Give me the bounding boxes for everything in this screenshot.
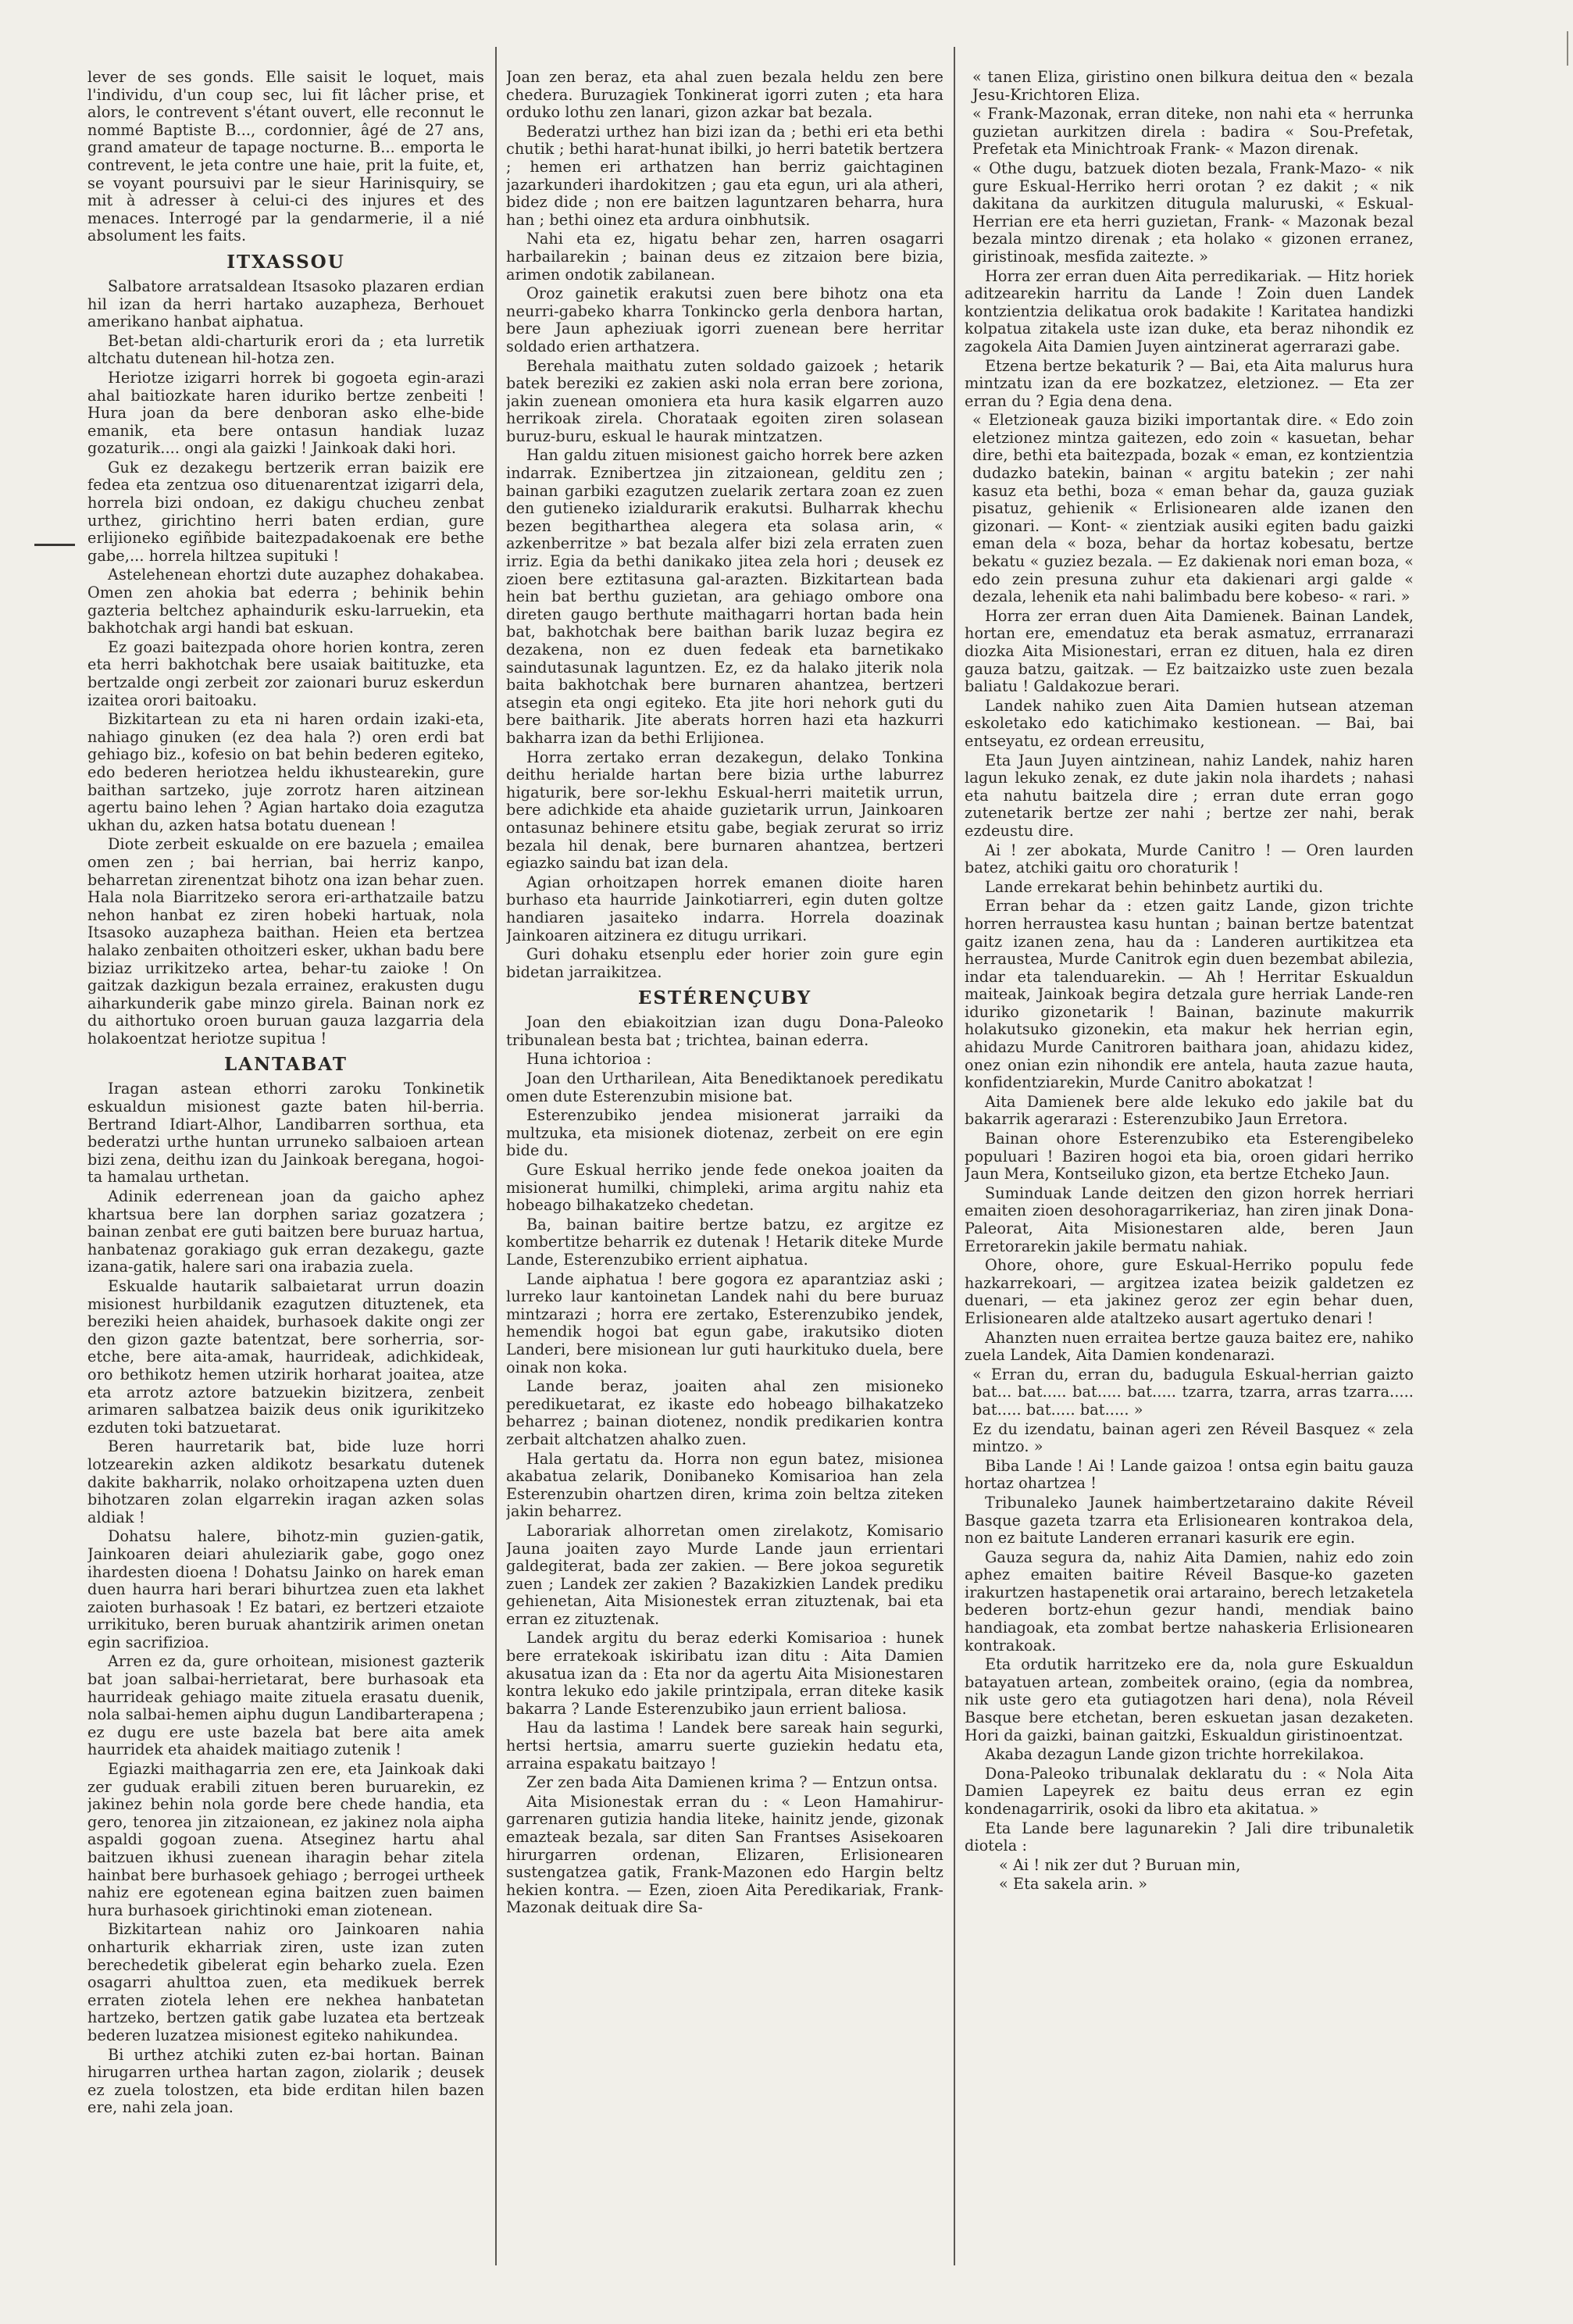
section-heading-itxassou: ITXASSOU bbox=[226, 251, 345, 273]
article-paragraph: Zer zen bada Aita Damienen krima ? — Entzun ontsa. bbox=[526, 1773, 938, 1792]
article-paragraph: Heriotze izigarri horrek bi gogoeta egin-arazi ahal baitiozkate haren iduriko bertze zenbeiti ! Hura joan da bere denboran asko elhe-bide emanik, eta bere ontasun handiak luzaz gozaturik.... ongi ala gaizki ! Jainkoak daki hori. bbox=[87, 368, 484, 458]
column-3 bbox=[965, 69, 1414, 2248]
article-paragraph: Eta Jaun Juyen aintzinean, nahiz Landek, nahiz haren lagun lekuko zenak, ez dute jakin nola ihardets ; nahasi eta nahutu baitzela dire ; erran dute erran gogo zutenetarik bertze zer nahi ; bertze zer nahi, berak ezdeustu dire. bbox=[965, 751, 1414, 840]
article-paragraph: Gure Eskual herriko jende fede onekoa joaiten da misionerat humilki, chimpleki, arima argitu nahiz eta hobeago bilhakatzeko chedetan. bbox=[506, 1161, 943, 1215]
quoted-paragraph: « Frank-Mazonak, erran diteke, non nahi eta « herrunka guzietan aurkitzen direla : badira « Sou-Prefetak, Prefetak eta Minichtroak Frank- « Mazon direnak. bbox=[972, 105, 1414, 159]
article-paragraph: Iragan astean ethorri zaroku Tonkinetik eskualdun misionest gazte baten hil-berria. Bertrand Idiart-Alhor, Landibarren sorthua, eta bederatzi urthe huntan urruneko salbaioen artean bizi zena, deithu izan du Jainkoak beregana, hogoi-ta hamalau urthetan. bbox=[87, 1080, 484, 1187]
article-paragraph: Esterenzubiko jendea misionerat jarraiki da multzuka, eta misionek diotenaz, zerbeit on ere egin bide du. bbox=[506, 1106, 943, 1160]
column-rule-1 bbox=[495, 47, 497, 2265]
article-paragraph: Beren haurretarik bat, bide luze horri lotzearekin azken aldikotz besarkatu dutenek dakite bakharrik, nolako orhoitzapena uzten duen bihotzaren zolan elgarrekin iragan azken solas aldiak ! bbox=[87, 1437, 484, 1526]
article-paragraph: Laborariak alhorretan omen zirelakotz, Komisario Jauna joaiten zayo Murde Lande jaun errientari galdegiterat, bada zer zakien. — Bere jokoa seguretik zuen ; Landek zer zakien ? Bazakizkien Landek prediku gehienetan, Aita Misionestek erran zituztenak, bai eta erran ez zituztenak. bbox=[506, 1521, 943, 1628]
page-edge-mark bbox=[1553, 31, 1568, 66]
article-paragraph: Han galdu zituen misionest gaicho horrek bere azken indarrak. Eznibertzea jin zitzaionean, gelditu zen ; bainan garbiki ezagutzen zuelarik zertara zoan ez zuen den gutieneko izialdurarik erakutsi. Bulharrak khechu bezen begitharthea alegera eta solasa arin, « azkenberritze » bat bezala alfer bizi zela erraten zuen irriz. Egia da bethi danikako jitea zela hori ; deusek ez zioen bere eztitasuna gal-arazten. Bizkitartean bada hein bat berthu guzietan, ara gehiago ombore ona direten gaugo berthute maithagarri hortan bada hein bat, bakhotchak bere baithan barik luzaz begira ez dezakena, non ez duen fedeak eta barnetikako saindutasunak laguntzen. Ez, ez da halako jiterik nola baita bakhotchak bere burnaren ahantzea, bertzeri atsegin eta ongi egiteko. Eta jite hori nehork guti du bere baitharik. Jite aberats horren hazi eta hazkurri bakharra izan da bethi Erlijionea. bbox=[506, 446, 943, 747]
article-paragraph: Landek nahiko zuen Aita Damien hutsean atzeman eskoletako edo katichimako kestionean. — Bai, bai entseyatu, ez ordean erreusitu, bbox=[965, 696, 1414, 750]
article-paragraph: Biba Lande ! Ai ! Lande gaizoa ! ontsa egin baitu gauza hortaz ohartzea ! bbox=[965, 1456, 1414, 1493]
article-paragraph: Hau da lastima ! Landek bere sareak hain segurki, hertsi hertsia, amarru suerte guziekin hedatu eta, arraina espakatu baitzayo ! bbox=[506, 1719, 943, 1772]
article-paragraph: Landek argitu du beraz ederki Komisarioa : hunek bere erratekoak iskiribatu izan ditu : Aita Damien akusatua izan da : Eta nor da agertu Aita Misionestaren kontra lekuko edo jakile printzipala, erran diteke kasik bakarra ? Lande Esterenzubiko jaun errient baliosa. bbox=[506, 1629, 943, 1718]
article-paragraph: Aita Misionestak erran du : « Leon Hamahirur-garrenaren gutizia handia liteke, hainitz jende, gizonak emazteak bezala, sar diten San Frantses Asisekoaren hirurgarren ordenan, Elizaren, Erlisionearen sustengatzea gatik, Frank-Mazonen edo Hargin beltz hekien kontra. — Ezen, zioen Aita Peredikariak, Frank-Mazonak deituak dire Sa- bbox=[506, 1792, 943, 1917]
article-paragraph: Bet-betan aldi-charturik erori da ; eta lurretik altchatu dutenean hil-hotza zen. bbox=[87, 331, 484, 368]
article-paragraph: Ba, bainan baitire bertze batzu, ez argitze ez kombertitze beharrik ez dutenak ! Hetarik diteke Murde Lande, Esterenzubiko errient aiphatua. bbox=[506, 1215, 943, 1269]
article-paragraph: Ahanzten nuen erraitea bertze gauza baitez ere, nahiko zuela Landek, Aita Damien kondenarazi. bbox=[965, 1328, 1414, 1365]
article-paragraph: Egiazki maithagarria zen ere, eta Jainkoak daki zer guduak erabili zituen beren buruarekin, ez jakinez behin nola gorde bere chede handia, eta gero, tenorea jin zitzaionean, ez jakinez nola aipha aspaldi gogoan zuena. Atseginez hartu ahal baitzuen ikhusi zuenean iharagin behar zitela hainbat bere burhasoek gehiago ; berrogei urtheek nahiz ere egotenean egina baitzen zuen baimen hura burhasoek girichtinoki eman ziotenean. bbox=[87, 1760, 484, 1919]
article-paragraph: Berehala maithatu zuten soldado gaizoek ; hetarik batek bereziki ez zakien aski nola erran bere zoriona, jakin zuenean omoniera eta hura kasik elgarren auzo herrikoak zirela. Chorataak egoiten ziren solasean buruz-buru, eskual le haurak mintzatzen. bbox=[506, 356, 943, 445]
article-paragraph: Lande beraz, joaiten ahal zen misioneko peredikuetarat, ez ikaste edo hobeago bilhakatzeko beharrez ; bainan diotenez, nondik predikarien kontra zerbait altchatzen ahalko zuen. bbox=[506, 1377, 943, 1448]
article-paragraph: Dona-Paleoko tribunalak deklaratu du : « Nola Aita Damien Lapeyrek ez baitu deus erran ez egin kondenagarririk, osoki da libro eta akitatua. » bbox=[965, 1764, 1414, 1818]
article-paragraph: Horra zer erran duen Aita perredikariak. — Hitz horiek aditzearekin harritu da Lande ! Zoin duen Landek kontzientzia delikatua orok badakite ! Karitatea handizki kolpatua zitakela uste izan duke, eta beraz nihondik ez zagokela Aita Damien Juyen aintzinerat agerrarazi gabe. bbox=[965, 266, 1414, 355]
article-paragraph: Erran behar da : etzen gaitz Lande, gizon trichte horren herraustea kasu huntan ; bainan bertze batentzat gaitz izanen zena, hau da : Landeren aurtikitzea eta herraustea, Murde Canitrok egin duen bezembat abilezia, indar eta talenduarekin. — Ah ! Herritar Eskualdun maiteak, Jainkoak begira detzala gure herriak Lande-ren iduriko gizonetarik ! Bainan, bazinute makurrik holakutsuko gizonekin, eta makur hek herrian egin, ahidazu Murde Canitroren baithara joan, ahidazu kidez, onez onian ezin nihondik ere antela, hauta zazue hauta, konfidentziarekin, Murde Canitro abokatzat ! bbox=[965, 897, 1414, 1092]
quoted-paragraph: Ez du izendatu, bainan ageri zen Réveil Basquez « zela mintzo. » bbox=[972, 1419, 1414, 1456]
article-paragraph: Eta ordutik harritzeko ere da, nola gure Eskualdun batayatuen artean, zombeitek oraino, (egia da nombrea, nik uste gero eta gutiagotzen hari dena), nola Réveil Basque bere etchetan, beren eskuetan jasan dezaketen. Hori da gaizki, bainan gaitzki, Eskualdun giristinoentzat. bbox=[965, 1655, 1414, 1744]
article-paragraph: Horra zer erran duen Aita Damienek. Bainan Landek, hortan ere, emendatuz eta berak asmatuz, errranarazi diozka Aita Misionestari, erran ez dituen, hala ez diren gauza batzu, gaitzak. — Ez baitzaizko uste zuen bezala baliatu ! Galdakozue berari. bbox=[965, 606, 1414, 696]
article-paragraph: Huna ichtorioa : bbox=[526, 1050, 651, 1069]
quoted-paragraph: « Othe dugu, batzuek dioten bezala, Frank-Mazo- « nik gure Eskual-Herriko herri orotan ? ez dakit ; « nik dakitana da aurkitzen ditugula maluruski, « Eskual-Herrian ere eta herri guzietan, Frank- « Mazonak bezal bezala mintzo direnak ; eta holako « gizonen erranez, giristinoak, mesfida zaitezte. » bbox=[972, 159, 1414, 266]
binding-hole-mark bbox=[34, 544, 75, 546]
article-paragraph: Agian orhoitzapen horrek emanen dioite haren burhaso eta haurride Jainkotiarreri, egin duten goltze handiaren jasaiteko indarra. Horrela doazinak Jainkoaren aitzinera ez ditugu urrikari. bbox=[506, 873, 943, 944]
article-paragraph: Bederatzi urthez han bizi izan da ; bethi eri eta bethi chutik ; bethi harat-hunat ibilki, jo herri batetik bertzera ; hemen eri arthatzen han berriz gaichtaginen jazarkunderi ihardokitzen ; gau eta egun, uri ala atheri, bidez dide ; non ere baitzen laguntzaren beharra, hura han ; bethi oinez eta ardura oinbhutsik. bbox=[506, 122, 943, 229]
article-paragraph: Bainan ohore Esterenzubiko eta Esterengibeleko populuari ! Baziren hogoi eta bia, oroen gidari herriko Jaun Mera, Kontseiluko gizon, eta bertze Etcheko Jaun. bbox=[965, 1130, 1414, 1183]
quoted-paragraph: « Eletzioneak gauza biziki importantak dire. « Edo zoin eletzionez mintza gaitezen, edo zoin « kasuetan, behar dire, bethi eta baitezpada, bozak « eman, ez kontzientzia dudazko batekin, bainan « argitu batekin ; zer nahi kasuz eta bethi, boza « eman behar da, gauza guziak pisatuz, gehienik « Erlisionearen alde izanen den gizonari. — Kont- « zientziak ausiki egiten badu gaizki eman dela « boza, behar da hortaz kobesatu, bertze bekatu « guziez bezala. — Ez dakienak nori eman boza, « edo zein presuna zuhur eta dakienari argi galde « dezala, lehenik eta nahi balimbadu bere kobeso- « rari. » bbox=[972, 411, 1414, 606]
article-paragraph: Diote zerbeit eskualde on ere bazuela ; emailea omen zen ; bai herrian, bai herriz kanpo, beharretan zirenentzat bihotz ona izan behar zuen. Hala nola Biarritzeko serora eri-arthatzaile batzu nehon hanbat ez ziren hobeki hartuak, nola Itsasoko auzapheza baithan. Heien eta bertzea halako zenbaiten othoitzeri esker, ukhan badu bere biziaz urrikitzeko artea, behar-tu zaioke ! On gaitzak dazkigun bezala errainez, erakusten dugu aiharkunderik gabe minzo girela. Bainan nork ez du aithortuko oroen buruan gauza lazgarria dela holakoentzat heriotze supitua ! bbox=[87, 835, 484, 1048]
article-paragraph: Bizkitartean zu eta ni haren ordain izaki-eta, nahiago ginuken (ez dea hala ?) oren erdi bat gehiago biz., kofesio on bat behin bederen egiteko, edo bederen heriotzea heldu ikhustearekin, gure baithan sartzeko, juje zorrotz haren aitzinean agertu baino lehen ? Agian hartako doia ezagutza ukhan du, azken hatsa botatu duenean ! bbox=[87, 710, 484, 834]
verse-line: « Ai ! nik zer dut ? Buruan min, bbox=[999, 1855, 1241, 1874]
article-paragraph: Gauza segura da, nahiz Aita Damien, nahiz edo zoin aphez emaiten baitire Réveil Basque-ko gazeten irakurtzen hastapenetik orai artaraino, berech letzaketela bederen bortz-ehun gezur handi, mendiak baino handiagoak, eta zombat bertze nahaskeria Erlisionearen kontrakoak. bbox=[965, 1548, 1414, 1655]
article-paragraph: Joan zen beraz, eta ahal zuen bezala heldu zen bere chedera. Buruzagiek Tonkinerat igorri zuten ; eta hara orduko lothu zen lanari, gizon azkar bat bezala. bbox=[506, 69, 943, 122]
article-paragraph: Joan den Urtharilean, Aita Benediktanoek peredikatu omen dute Esterenzubin misione bat. bbox=[506, 1069, 943, 1105]
article-paragraph: Etzena bertze bekaturik ? — Bai, eta Aita malurus hura mintzatu izan da ere bozkatzez, eletzionez. — Eta zer erran du ? Egia dena dena. bbox=[965, 356, 1414, 410]
quoted-paragraph: « tanen Eliza, giristino onen bilkura deitua den « bezala Jesu-Krichtoren Eliza. bbox=[972, 69, 1414, 104]
article-paragraph: Ai ! zer abokata, Murde Canitro ! — Oren laurden batez, atchiki gaitu oro choraturik ! bbox=[965, 841, 1414, 877]
article-paragraph: Tribunaleko Jaunek haimbertzetaraino dakite Réveil Basque gazeta tzarra eta Erlisionearen kontrakoa dela, non ez baitute Landeren erranari kasurik ere egin. bbox=[965, 1493, 1414, 1548]
article-paragraph: Horra zertako erran dezakegun, delako Tonkina deithu herialde hartan bere bizia urthe laburrez higaturik, bere sor-lekhu Eskual-herri maitetik urrun, bere adichkide eta ahaide guzietarik urrun, Jainkoaren ontasunaz behinere etsitu gabe, begiak zerurat so irriz bezala hil denak, bere burnaren ahantzea, bertzeri egiazko saindu bat izan dela. bbox=[506, 748, 943, 873]
column-rule-2 bbox=[954, 47, 955, 2265]
article-paragraph: Guri dohaku etsenplu eder horier zoin gure egin bidetan jarraikitzea. bbox=[506, 945, 943, 981]
article-paragraph: Hala gertatu da. Horra non egun batez, misionea akabatua zelarik, Donibaneko Komisarioa han zela Esterenzubin ohartzen diren, krima zoin beltza ziteken jakin beharrez. bbox=[506, 1449, 943, 1521]
article-paragraph: Suminduak Lande deitzen den gizon horrek herriari emaiten zioen desohoragarrikeriaz, han ziren jinak Dona-Paleorat, Aita Misionestaren alde, beren Jaun Erretorarekin jakile bermatu nahiak. bbox=[965, 1183, 1414, 1255]
article-paragraph: Arren ez da, gure orhoitean, misionest gazterik bat joan salbai-herrietarat, bere burhasoak eta haurrideak gehiago maite zituela erasatu duenik, nola salbai-hemen aiphu dugun Landibarterapena ; ez dugu ere uste bazela bat bere aita amek haurridek eta ahaidek maitiago zutenik ! bbox=[87, 1652, 484, 1759]
quoted-paragraph: « Erran du, erran du, badugula Eskual-herrian gaizto bat... bat..... bat..... bat..... tzarra, tzarra, arras tzarra..... bat..... bat..... bat..... » bbox=[972, 1365, 1414, 1419]
article-paragraph: Lande aiphatua ! bere gogora ez aparantziaz aski ; lurreko laur kantoinetan Landek nahi du bere buruaz mintzarazi ; horra ere zertako, Esterenzubiko jendek, hemendik hogoi bat egun gabe, irakutsiko dioten Landeri, bere misionean lur guti haurkituko duela, bere oinak non koka. bbox=[506, 1269, 943, 1376]
article-paragraph: Oroz gainetik erakutsi zuen bere bihotz ona eta neurri-gabeko kharra Tonkincko gerla denbora hartan, bere Jaun apheziuak igorri zuenean bere herritar soldado erien arthatzera. bbox=[506, 284, 943, 355]
section-heading-lantabat: LANTABAT bbox=[224, 1054, 348, 1076]
article-paragraph: Nahi eta ez, higatu behar zen, harren osagarri harbailarekin ; bainan deus ez zitzaion bere bizia, arimen ondotik zabilanean. bbox=[506, 230, 943, 284]
article-paragraph: Dohatsu halere, bihotz-min guzien-gatik, Jainkoaren deiari ahuleziarik gabe, gogo onez ihardesten dioena ! Dohatsu Jainko on harek eman duen haurra hari berari bihurtzea zuen eta lakhet zaioten burhasoak ! Ez batari, ez bertzeri etzaiote urrikituko, beren buruak ahantzirik arimen onetan egin sacrifizioa. bbox=[87, 1527, 484, 1651]
article-paragraph: Eskualde hautarik salbaietarat urrun doazin misionest hurbildanik ezagutzen dituztenek, eta bereziki heien ahaidek, burhasoek dakite ongi zer den gizon gazte batentzat, bere sorherria, sor-etche, bere aita-amak, haurrideak, adichkideak, oro bethikotz hemen utzirik horharat joaitea, atze eta arrotz aztore batzuekin bizitzera, zenbeit arimaren salbatzea baizik deus onik igurikitzeko ezduten toki batzuetarat. bbox=[87, 1277, 484, 1437]
verse-line: « Eta sakela arin. » bbox=[999, 1875, 1148, 1894]
article-paragraph: Akaba dezagun Lande gizon trichte horrekilakoa. bbox=[985, 1745, 1364, 1764]
article-paragraph: Ez goazi baitezpada ohore horien kontra, zeren eta herri bakhotchak bere usaiak baitituzke, eta bertzalde ongi zerbeit zor zaionari buruz eskerdun izaitea orori baitoaku. bbox=[87, 637, 484, 709]
article-paragraph: Joan den ebiakoitzian izan dugu Dona-Paleoko tribunalean besta bat ; trichtea, bainan ederra. bbox=[506, 1013, 943, 1049]
article-paragraph: lever de ses gonds. Elle saisit le loquet, mais l'individu, d'un coup sec, lui fit lâcher prise, et alors, le contrevent s'étant ouvert, elle reconnut le nommé Baptiste B..., cordonnier, âgé de 27 ans, grand amateur de tapage nocturne. B... emporta le contrevent, le jeta contre une haie, prit la fuite, et, se voyant poursuivi par le sieur Harinisquiry, se mit à adresser à celui-ci des injures et des menaces. Interrogé par la gendarmerie, il a nié absolument les faits. bbox=[87, 69, 484, 245]
article-paragraph: Adinik ederrenean joan da gaicho aphez khartsua bere lan dorphen sariaz gozatzera ; bainan zenbat ere guti baitzen bere buruaz hartua, hanbatenaz gorakiago guk erran dezakegu, gazte izana-gatik, halere sari ona irabazia zuela. bbox=[87, 1187, 484, 1276]
section-heading-esterencuby: ESTÉRENÇUBY bbox=[637, 987, 812, 1009]
article-paragraph: Bi urthez atchiki zuten ez-bai hortan. Bainan hirugarren urthea hartan zagon, ziolarik ; deusek ez zuela tolostzen, eta bide erditan hilen bazen ere, nahi zela joan. bbox=[87, 2045, 484, 2117]
article-paragraph: Guk ez dezakegu bertzerik erran baizik ere fedea eta zentzua oso dituenarentzat izigarri dela, horrela bizi ondoan, ez dakigu chucheu zenbat urthez, girichtino herri baten erdian, gure erlijioneko egiñbide baitezpadakoenak ere bethe gabe,... horrela hiltzea supituki ! bbox=[87, 458, 484, 565]
article-paragraph: Eta Lande bere lagunarekin ? Jali dire tribunaletik diotela : bbox=[965, 1819, 1414, 1855]
column-1 bbox=[87, 69, 484, 2248]
column-2 bbox=[506, 69, 943, 2248]
article-paragraph: Aita Damienek bere alde lekuko edo jakile bat du bakarrik agerarazi : Esterenzubiko Jaun Erretora. bbox=[965, 1092, 1414, 1129]
article-paragraph: Bizkitartean nahiz oro Jainkoaren nahia onharturik ekharriak ziren, uste izan zuten berechedetik gibelerat egin beharko zuela. Ezen osagarri ahulttoa zuen, eta medikuek berrek erraten ziotela lehen ere nekhea hanbatetan hartzeko, bertzen gatik gabe luzatea eta bertzeak bederen luzatzea misionest egiteko nahikundea. bbox=[87, 1920, 484, 2044]
article-paragraph: Astelehenean ehortzi dute auzaphez dohakabea. Omen zen ahokia bat ederra ; behinik behin gazteria beltchez aphaindurik esku-larruekin, eta bakhotchak argi handi bat eskuan. bbox=[87, 566, 484, 637]
article-paragraph: Ohore, ohore, gure Eskual-Herriko populu fede hazkarrekoari, — argitzea izatea beizik galdetzen ez duenari, — eta jakinez geroz zer egin behar duen, Erlisionearen alde ataltzeko ausart agertuko denari ! bbox=[965, 1256, 1414, 1327]
article-paragraph: Lande errekarat behin behinbetz aurtiki du. bbox=[985, 877, 1324, 896]
article-paragraph: Salbatore arratsaldean Itsasoko plazaren erdian hil izan da herri hartako auzapheza, Berhouet amerikano hanbat aiphatua. bbox=[87, 277, 484, 331]
